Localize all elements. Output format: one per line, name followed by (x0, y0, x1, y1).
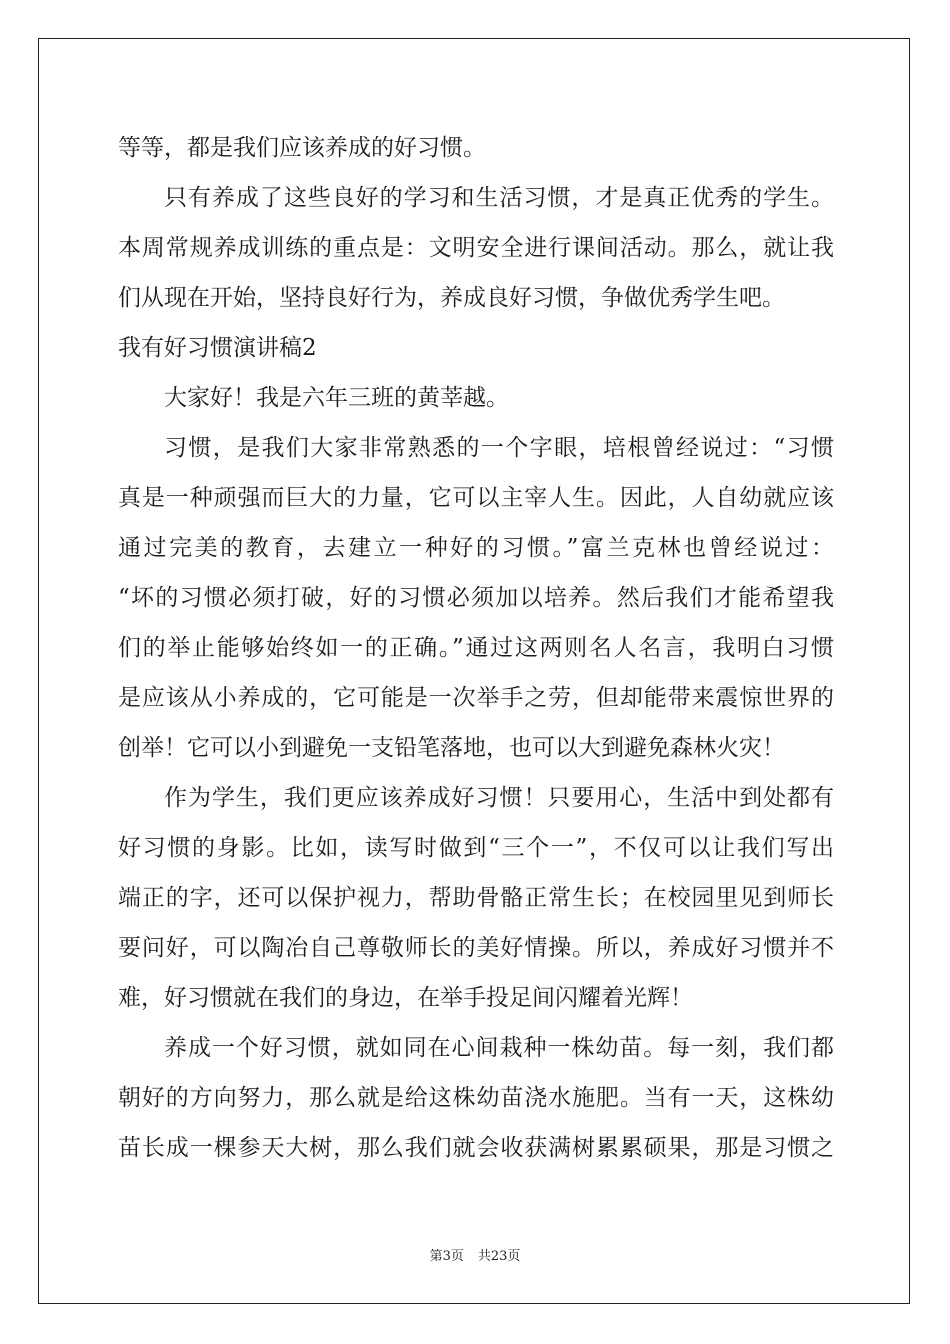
text-line: 创举！它可以小到避免一支铅笔落地，也可以大到避免森林火灾！ (118, 735, 785, 761)
text-line: “坏的习惯必须打破，好的习惯必须加以培养。然后我们才能希望我 (118, 585, 834, 611)
section-title: 我有好习惯演讲稿2 (118, 335, 317, 361)
text-line: 苗长成一棵参天大树，那么我们就会收获满树累累硕果，那是习惯之 (118, 1135, 834, 1161)
text-line: 端正的字，还可以保护视力，帮助骨骼正常生长；在校园里见到师长 (118, 885, 834, 911)
text-line: 是应该从小养成的，它可能是一次举手之劳，但却能带来震惊世界的 (118, 685, 834, 711)
text-line: 作为学生，我们更应该养成好习惯！只要用心，生活中到处都有 (164, 785, 834, 811)
text-line: 等等，都是我们应该养成的好习惯。 (118, 135, 486, 161)
text-line: 通过完美的教育，去建立一种好的习惯。”富兰克林也曾经说过： (118, 535, 834, 561)
text-line: 要问好，可以陶冶自己尊敬师长的美好情操。所以，养成好习惯并不 (118, 935, 834, 961)
text-line: 大家好！我是六年三班的黄莘越。 (164, 385, 509, 411)
text-line: 们的举止能够始终如一的正确。”通过这两则名人名言，我明白习惯 (118, 635, 834, 661)
text-line: 难，好习惯就在我们的身边，在举手投足间闪耀着光辉！ (118, 985, 693, 1011)
text-line: 真是一种顽强而巨大的力量，它可以主宰人生。因此，人自幼就应该 (118, 485, 834, 511)
text-line: 们从现在开始，坚持良好行为，养成良好习惯，争做优秀学生吧。 (118, 285, 785, 311)
page-footer (0, 1245, 950, 1264)
text-line: 养成一个好习惯，就如同在心间栽种一株幼苗。每一刻，我们都 (164, 1035, 834, 1061)
text-line: 只有养成了这些良好的学习和生活习惯，才是真正优秀的学生。 (164, 185, 834, 211)
page-number: 第3页 (429, 1249, 464, 1264)
text-line: 本周常规养成训练的重点是：文明安全进行课间活动。那么，就让我 (118, 235, 834, 261)
document-body (118, 126, 834, 1176)
total-pages: 共23页 (477, 1249, 521, 1264)
text-line: 好习惯的身影。比如，读写时做到“三个一”，不仅可以让我们写出 (118, 835, 834, 861)
text-line: 朝好的方向努力，那么就是给这株幼苗浇水施肥。当有一天，这株幼 (118, 1085, 834, 1111)
text-line: 习惯，是我们大家非常熟悉的一个字眼，培根曾经说过：“习惯 (164, 435, 834, 461)
